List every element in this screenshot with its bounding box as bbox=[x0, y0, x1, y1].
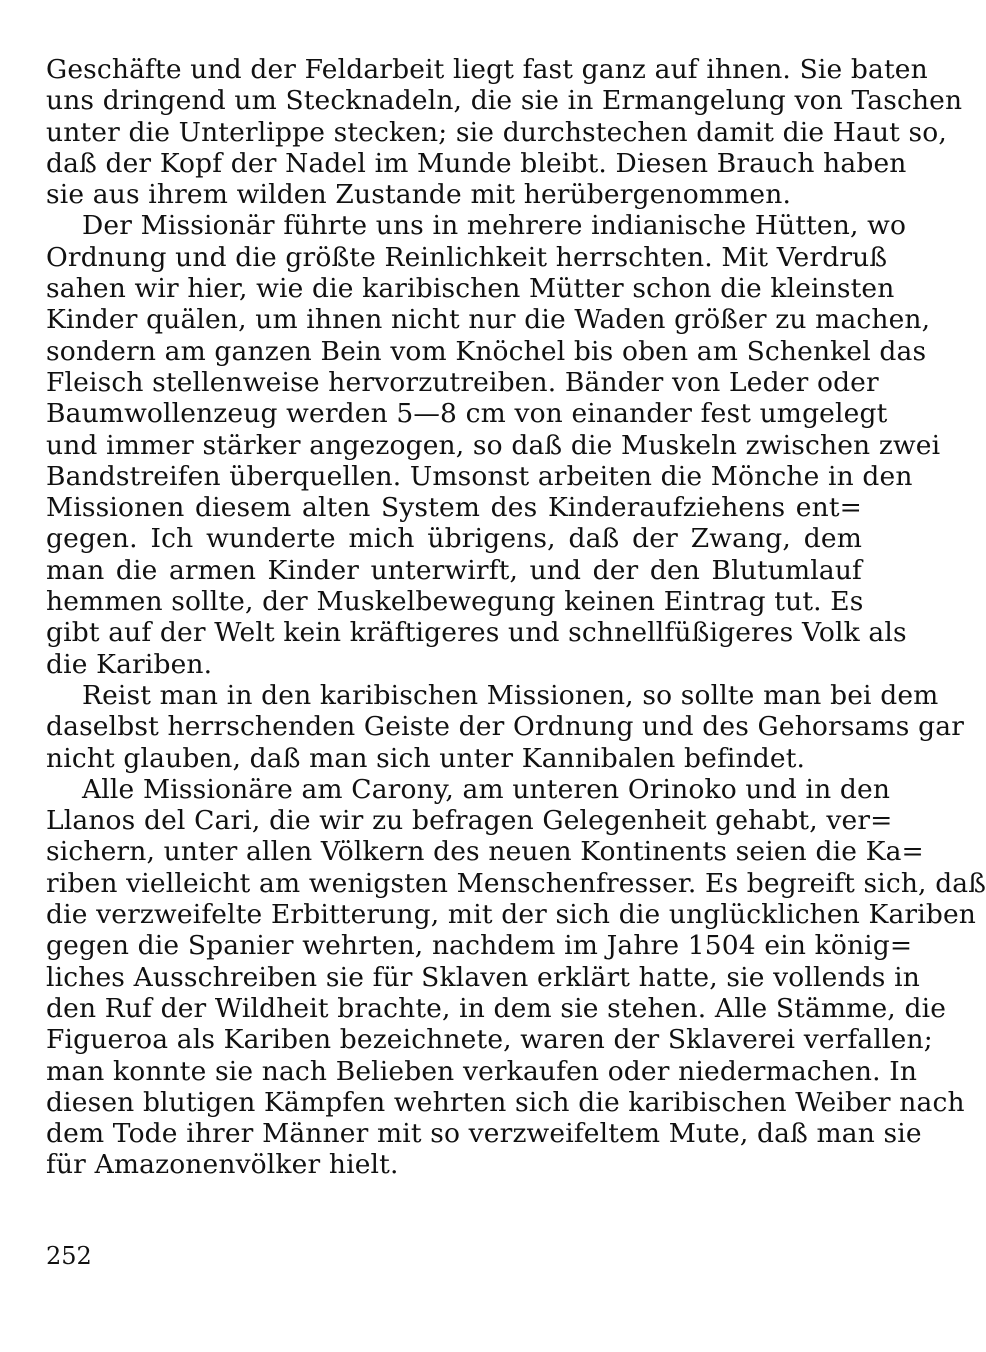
text-line: liches Ausschreiben sie für Sklaven erklärt hatte, sie vollends in bbox=[46, 961, 920, 993]
text-line: Fleisch stellenweise hervorzutreiben. Bänder von Leder oder bbox=[46, 366, 879, 398]
paragraph-2 bbox=[46, 210, 941, 680]
text-line: gegen. Ich wunderte mich übrigens, daß der Zwang, dem bbox=[46, 523, 862, 555]
text-line: riben vielleicht am wenigsten Menschenfresser. Es begreift sich, daß bbox=[46, 867, 986, 899]
text-line: Der Missionär führte uns in mehrere indianische Hütten, wo bbox=[82, 210, 907, 242]
text-line: daß der Kopf der Nadel im Munde bleibt. Diesen Brauch haben bbox=[46, 147, 907, 179]
text-line: man die armen Kinder unterwirft, und der den Blutumlauf bbox=[46, 554, 862, 586]
text-line: Reist man in den karibischen Missionen, so sollte man bei dem bbox=[82, 679, 939, 711]
text-line: Baumwollenzeug werden 5—8 cm von einander fest umgelegt bbox=[46, 398, 888, 430]
text-line: man konnte sie nach Belieben verkaufen oder niedermachen. In bbox=[46, 1055, 918, 1087]
text-line: die verzweifelte Erbitterung, mit der sich die unglücklichen Kariben bbox=[46, 899, 977, 931]
paragraph-4 bbox=[46, 773, 986, 1181]
text-line: Missionen diesem alten System des Kinderaufziehens ent= bbox=[46, 492, 862, 524]
text-line: Geschäfte und der Feldarbeit liegt fast ganz auf ihnen. Sie baten bbox=[46, 54, 928, 85]
paragraph-1 bbox=[46, 54, 963, 211]
text-line: Llanos del Cari, die wir zu befragen Gelegenheit gehabt, ver= bbox=[46, 805, 893, 837]
text-line: gegen die Spanier wehrten, nachdem im Jahre 1504 ein könig= bbox=[46, 930, 913, 962]
text-line: Bandstreifen überquellen. Umsonst arbeiten die Mönche in den bbox=[46, 460, 913, 492]
text-line: gibt auf der Welt kein kräftigeres und schnellfüßigeres Volk als bbox=[46, 617, 907, 649]
body-text bbox=[46, 54, 986, 1181]
text-line: Figueroa als Kariben bezeichnete, waren der Sklaverei verfallen; bbox=[46, 1024, 933, 1056]
text-line: diesen blutigen Kämpfen wehrten sich die karibischen Weiber nach bbox=[46, 1086, 965, 1118]
text-line: Kinder quälen, um ihnen nicht nur die Waden größer zu machen, bbox=[46, 304, 931, 336]
paragraph-3 bbox=[46, 679, 965, 774]
text-line: sichern, unter allen Völkern des neuen Kontinents seien die Ka= bbox=[46, 836, 924, 868]
text-line: die Kariben. bbox=[46, 648, 213, 680]
text-line: dem Tode ihrer Männer mit so verzweifeltem Mute, daß man sie bbox=[46, 1118, 922, 1150]
text-line: daselbst herrschenden Geiste der Ordnung und des Gehorsams gar bbox=[46, 711, 965, 743]
text-line: Alle Missionäre am Carony, am unteren Orinoko und in den bbox=[82, 773, 891, 805]
text-line: sie aus ihrem wilden Zustande mit herübergenommen. bbox=[46, 179, 792, 211]
page-number: 252 bbox=[46, 1242, 92, 1270]
text-line: sahen wir hier, wie die karibischen Mütter schon die kleinsten bbox=[46, 273, 895, 305]
text-line: uns dringend um Stecknadeln, die sie in Ermangelung von Taschen bbox=[46, 85, 963, 117]
text-line: den Ruf der Wildheit brachte, in dem sie stehen. Alle Stämme, die bbox=[46, 992, 947, 1024]
text-line: hemmen sollte, der Muskelbewegung keinen Eintrag tut. Es bbox=[46, 586, 864, 618]
text-line: für Amazonenvölker hielt. bbox=[46, 1149, 399, 1181]
text-line: Ordnung und die größte Reinlichkeit herrschten. Mit Verdruß bbox=[46, 241, 888, 273]
text-line: und immer stärker angezogen, so daß die Muskeln zwischen zwei bbox=[46, 429, 941, 461]
text-line: sondern am ganzen Bein vom Knöchel bis oben am Schenkel das bbox=[46, 335, 927, 367]
text-line: unter die Unterlippe stecken; sie durchstechen damit die Haut so, bbox=[46, 116, 947, 148]
text-line: nicht glauben, daß man sich unter Kannibalen befindet. bbox=[46, 742, 806, 774]
